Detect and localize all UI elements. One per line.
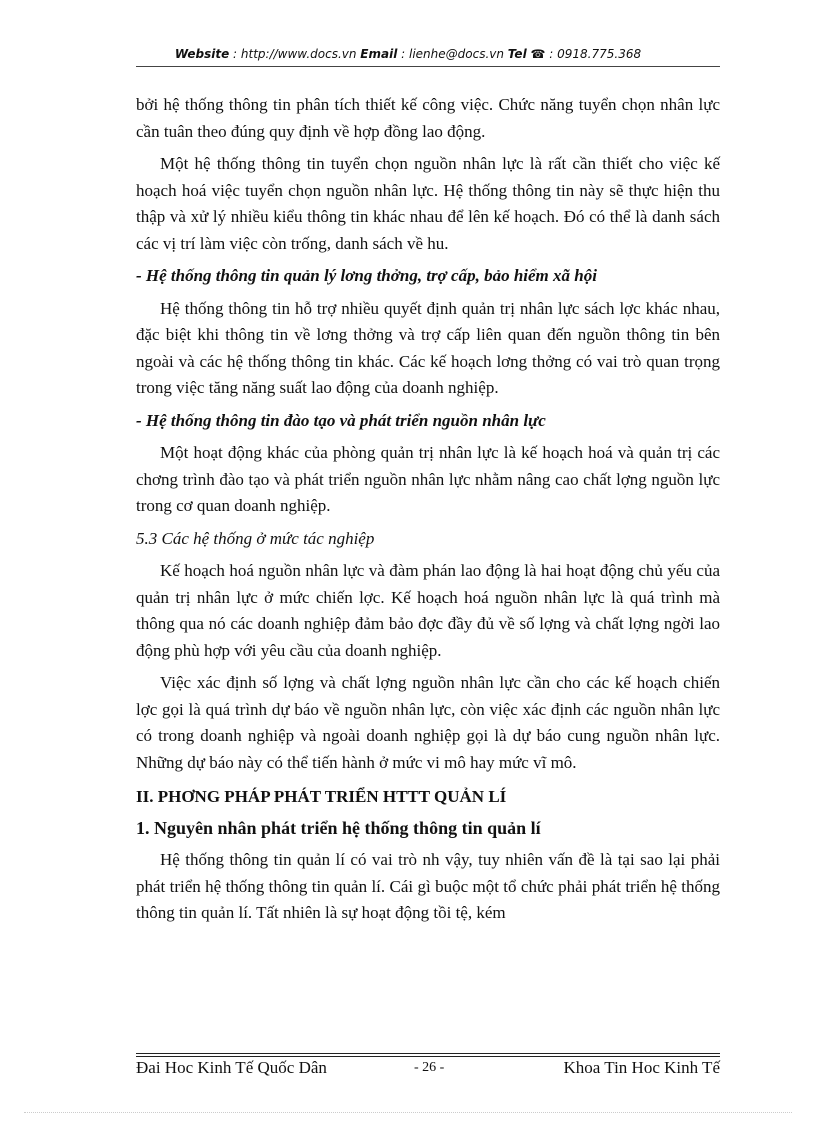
website-label: Website bbox=[174, 47, 230, 61]
page-number: - 26 - bbox=[414, 1060, 445, 1075]
footer-divider bbox=[136, 1056, 720, 1057]
subsection-heading: 5.3 Các hệ thống ở mức tác nghiệp bbox=[136, 528, 375, 548]
paragraph: Hệ thống thông tin hỗ trợ nhiều quyết định quản trị nhân lực sách lợc khác nhau, đặc biệt khi thông tin về lơng thởng và trợ cấp liên quan đến nguồn thông tin bên ngoài và các hệ thống thông tin khác. Các kế hoạch lơng thởng có vai trò quan trọng trong việc tăng năng suất lao động của doanh nghiệp. bbox=[136, 298, 720, 397]
tel-label: Tel bbox=[507, 47, 527, 61]
footer-divider bbox=[136, 1053, 720, 1054]
website-value: : http://www.docs.vn bbox=[229, 47, 361, 61]
tel-value: : 0918.775.368 bbox=[545, 47, 642, 61]
header-divider bbox=[136, 66, 720, 67]
phone-icon: ☎ bbox=[526, 47, 546, 61]
page-body bbox=[136, 92, 720, 933]
paragraph: Kế hoạch hoá nguồn nhân lực và đàm phán lao động là hai hoạt động chủ yếu của quản trị nhân lực ở mức chiến lợc. Kế hoạch hoá nguồn nhân lực là quá trình mà thông qua nó các doanh nghiệp đảm bảo đợc đầy đủ về số lợng và chất lợng ngời lao động phù hợp với yêu cầu của doanh nghiệp. bbox=[136, 561, 720, 660]
section-heading: - Hệ thống thông tin quản lý lơng thởng, trợ cấp, bảo hiểm xã hội bbox=[136, 266, 597, 285]
paragraph: Hệ thống thông tin quản lí có vai trò nh vậy, tuy nhiên vấn đề là tại sao lại phải phát triển hệ thống thông tin quản lí. Cái gì buộc một tổ chức phải phát triển hệ thống thông tin quản lí. Tất nhiên là sự hoạt động tồi tệ, kém bbox=[136, 850, 720, 922]
chapter-heading: II. PHƠNG PHÁP PHÁT TRIỂN HTTT QUẢN LÍ bbox=[136, 787, 507, 806]
page-edge bbox=[24, 1112, 792, 1113]
paragraph: Một hệ thống thông tin tuyển chọn nguồn nhân lực là rất cần thiết cho việc kế hoạch hoá việc tuyển chọn nguồn nhân lực. Hệ thống thông tin này sẽ thực hiện thu thập và xử lý nhiều kiểu thông tin khác nhau để lên kế hoạch. Đó có thể là danh sách các vị trí làm việc còn trống, danh sách về hu. bbox=[136, 154, 720, 253]
email-label: Email bbox=[360, 47, 398, 61]
footer-faculty: Khoa Tin Hoc Kinh Tế bbox=[563, 1058, 720, 1077]
paragraph: Một hoạt động khác của phòng quản trị nhân lực là kế hoạch hoá và quản trị các chơng trình đào tạo và phát triển nguồn nhân lực nhằm nâng cao chất lợng nguồn lực trong cơ quan doanh nghiệp. bbox=[136, 443, 720, 515]
page-header bbox=[0, 47, 816, 61]
section-heading: - Hệ thống thông tin đào tạo và phát triển nguồn nhân lực bbox=[136, 410, 546, 430]
section-heading: 1. Nguyên nhân phát triển hệ thống thông tin quản lí bbox=[136, 817, 541, 838]
email-value: : lienhe@docs.vn bbox=[397, 47, 508, 61]
paragraph: Việc xác định số lợng và chất lợng nguồn nhân lực cần cho các kế hoạch chiến lợc gọi là quá trình dự báo về nguồn nhân lực, còn việc xác định các nguồn nhân lực có trong doanh nghiệp và ngoài doanh nghiệp gọi là dự báo cung nguồn nhân lực. Những dự báo này có thể tiến hành ở mức vi mô hay mức vĩ mô. bbox=[136, 673, 720, 772]
paragraph: bởi hệ thống thông tin phân tích thiết kế công việc. Chức năng tuyển chọn nhân lực cần tuân theo đúng quy định về hợp đồng lao động. bbox=[136, 95, 720, 141]
footer-university: Đai Hoc Kinh Tế Quốc Dân bbox=[136, 1058, 327, 1077]
